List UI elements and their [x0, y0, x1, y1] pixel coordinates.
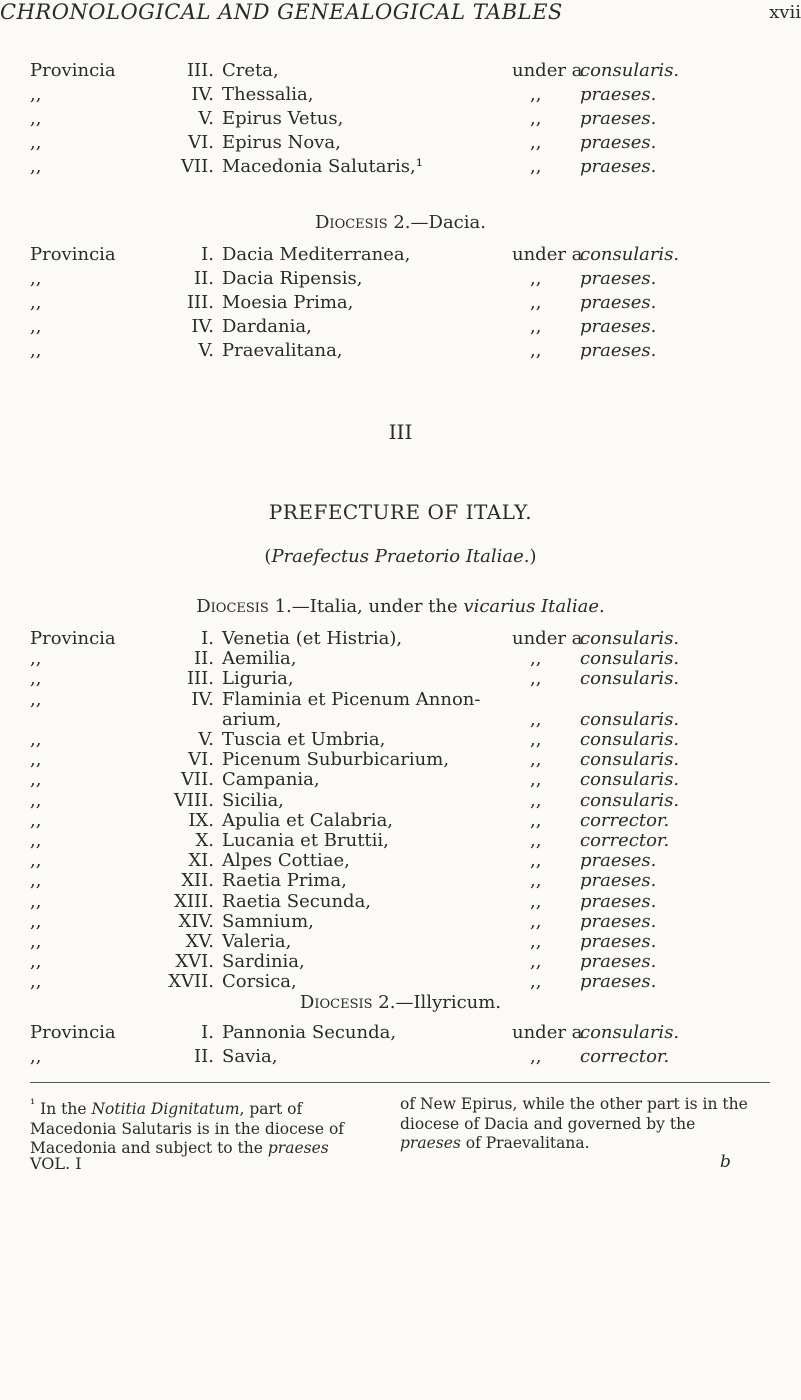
- governor-title: praeses.: [580, 108, 657, 129]
- province-name: Corsica,: [222, 971, 297, 993]
- province-numeral: II.: [194, 648, 214, 670]
- province-name: Moesia Prima,: [222, 292, 354, 313]
- under-marker: ,,: [530, 830, 542, 851]
- under-marker: ,,: [530, 890, 542, 912]
- footnote-right-column: of New Epirus, while the other part is in the diocese of Dacia and governed by the praeses of Praevalitana.: [400, 1095, 748, 1152]
- under-marker: ,,: [530, 132, 542, 153]
- under-marker: ,,: [530, 268, 542, 289]
- province-name: Tuscia et Umbria,: [222, 729, 386, 750]
- province-label: ,,: [30, 340, 42, 361]
- under-marker: under a: [512, 244, 583, 265]
- province-numeral: VII.: [181, 156, 214, 177]
- governor-title: praeses.: [580, 156, 657, 177]
- province-label: Provincia: [30, 628, 116, 649]
- signature-mark: b: [720, 1152, 731, 1172]
- diocese-heading-illyricum: Diocesis 2.—Illyricum.: [299, 992, 502, 1013]
- province-numeral: VI.: [188, 132, 214, 153]
- governor-title: praeses.: [580, 268, 657, 289]
- province-name: Sicilia,: [222, 789, 284, 811]
- under-marker: ,,: [530, 340, 542, 361]
- governor-title: praeses.: [580, 971, 657, 993]
- province-numeral: II.: [194, 1046, 214, 1067]
- under-marker: under a: [512, 1022, 583, 1043]
- governor-title: consularis.: [580, 708, 680, 730]
- province-name: Lucania et Bruttii,: [222, 830, 389, 851]
- governor-title: praeses.: [580, 931, 657, 952]
- province-label: ,,: [30, 951, 42, 973]
- province-label: ,,: [30, 749, 42, 771]
- province-name: Dacia Mediterranea,: [222, 244, 411, 265]
- province-name: Aemilia,: [222, 648, 297, 670]
- province-name: Epirus Nova,: [222, 132, 341, 153]
- province-numeral: XVI.: [175, 951, 214, 973]
- under-marker: ,,: [530, 789, 542, 811]
- governor-title: consularis.: [580, 60, 680, 81]
- province-name: Raetia Prima,: [222, 870, 347, 892]
- province-numeral: XIV.: [178, 910, 214, 932]
- governor-title: consularis.: [580, 628, 680, 649]
- under-marker: ,,: [530, 749, 542, 771]
- under-marker: ,,: [530, 870, 542, 892]
- governor-title: consularis.: [580, 244, 680, 265]
- province-label: ,,: [30, 108, 42, 129]
- province-numeral: V.: [198, 108, 214, 129]
- province-label: ,,: [30, 809, 42, 831]
- province-numeral: VI.: [188, 749, 214, 771]
- province-numeral: XIII.: [174, 890, 214, 912]
- province-name: Dacia Ripensis,: [222, 268, 363, 289]
- province-name: Raetia Secunda,: [222, 890, 372, 912]
- under-marker: ,,: [530, 951, 542, 973]
- governor-title: corrector.: [580, 830, 670, 851]
- table-row: [0, 1046, 801, 1074]
- province-label: ,,: [30, 668, 42, 690]
- under-marker: ,,: [530, 648, 542, 670]
- section-numeral: III: [388, 420, 413, 444]
- running-header: [0, 0, 801, 26]
- province-label: ,,: [30, 156, 42, 177]
- province-numeral: I.: [201, 628, 214, 649]
- province-numeral: V.: [198, 340, 214, 361]
- province-name: Sardinia,: [222, 951, 305, 973]
- province-numeral: VII.: [181, 769, 214, 791]
- province-name: Liguria,: [222, 668, 294, 690]
- running-title: CHRONOLOGICAL AND GENEALOGICAL TABLES: [0, 0, 563, 24]
- province-numeral: XV.: [185, 931, 214, 952]
- under-marker: ,,: [530, 931, 542, 952]
- province-label: ,,: [30, 910, 42, 932]
- province-numeral: III.: [186, 668, 214, 690]
- province-name: arium,: [222, 708, 282, 730]
- province-name: Flaminia et Picenum Annon-: [222, 688, 481, 710]
- governor-title: corrector.: [580, 1046, 670, 1067]
- province-name: Venetia (et Histria),: [222, 628, 403, 649]
- province-label: ,,: [30, 268, 42, 289]
- province-name: Pannonia Secunda,: [222, 1022, 397, 1043]
- province-numeral: X.: [195, 830, 214, 851]
- governor-title: consularis.: [580, 749, 680, 771]
- province-numeral: III.: [186, 60, 214, 81]
- province-numeral: III.: [186, 292, 214, 313]
- under-marker: ,,: [530, 910, 542, 932]
- governor-title: praeses.: [580, 890, 657, 912]
- province-numeral: IX.: [188, 809, 214, 831]
- province-numeral: XI.: [188, 850, 214, 872]
- under-marker: ,,: [530, 769, 542, 791]
- province-numeral: XII.: [181, 870, 214, 892]
- under-marker: ,,: [530, 316, 542, 337]
- province-name: Valeria,: [222, 931, 292, 952]
- province-name: Savia,: [222, 1046, 278, 1067]
- province-label: ,,: [30, 132, 42, 153]
- under-marker: ,,: [530, 84, 542, 105]
- province-numeral: VIII.: [173, 789, 214, 811]
- province-numeral: II.: [194, 268, 214, 289]
- under-marker: ,,: [530, 292, 542, 313]
- under-marker: ,,: [530, 1046, 542, 1067]
- governor-title: praeses.: [580, 910, 657, 932]
- under-marker: under a: [512, 628, 583, 649]
- under-marker: ,,: [530, 809, 542, 831]
- province-name: Picenum Suburbicarium,: [222, 749, 450, 771]
- diocese-heading-italia: Diocesis 1.—Italia, under the vicarius Italiae.: [196, 596, 605, 617]
- section-title: PREFECTURE OF ITALY.: [268, 500, 533, 524]
- under-marker: ,,: [530, 156, 542, 177]
- province-label: ,,: [30, 870, 42, 892]
- province-label: ,,: [30, 830, 42, 851]
- province-numeral: XVII.: [168, 971, 214, 993]
- province-name: Epirus Vetus,: [222, 108, 344, 129]
- province-label: ,,: [30, 648, 42, 670]
- province-numeral: IV.: [191, 316, 214, 337]
- province-label: ,,: [30, 316, 42, 337]
- governor-title: consularis.: [580, 1022, 680, 1043]
- governor-title: consularis.: [580, 668, 680, 690]
- province-name: Apulia et Calabria,: [222, 809, 394, 831]
- table-row: [0, 156, 801, 184]
- governor-title: praeses.: [580, 84, 657, 105]
- province-label: ,,: [30, 890, 42, 912]
- province-label: Provincia: [30, 1022, 116, 1043]
- governor-title: consularis.: [580, 729, 680, 750]
- province-name: Campania,: [222, 769, 320, 791]
- province-label: ,,: [30, 971, 42, 993]
- page-number: xvii: [769, 2, 801, 23]
- footnote-left-column: $^{^1}$ In the Notitia Dignitatum, part of Macedonia Salutaris is in the diocese of Macedonia and subject to the praeses: [30, 1097, 345, 1158]
- province-label: ,,: [30, 850, 42, 872]
- governor-title: praeses.: [580, 132, 657, 153]
- province-label: ,,: [30, 84, 42, 105]
- governor-title: praeses.: [580, 292, 657, 313]
- province-name: Creta,: [222, 60, 279, 81]
- under-marker: ,,: [530, 668, 542, 690]
- province-name: Macedonia Salutaris,¹: [222, 156, 423, 177]
- under-marker: ,,: [530, 850, 542, 872]
- province-name: Thessalia,: [222, 84, 314, 105]
- province-label: ,,: [30, 292, 42, 313]
- province-label: ,,: [30, 729, 42, 750]
- province-numeral: V.: [198, 729, 214, 750]
- governor-title: corrector.: [580, 809, 670, 831]
- under-marker: under a: [512, 60, 583, 81]
- province-numeral: IV.: [191, 84, 214, 105]
- governor-title: consularis.: [580, 648, 680, 670]
- footnote-marker: ¹: [30, 1097, 36, 1112]
- governor-title: consularis.: [580, 789, 680, 811]
- governor-title: praeses.: [580, 316, 657, 337]
- province-label: ,,: [30, 1046, 42, 1067]
- under-marker: ,,: [530, 729, 542, 750]
- footnote-divider: [30, 1082, 770, 1083]
- province-label: ,,: [30, 789, 42, 811]
- governor-title: praeses.: [580, 850, 657, 872]
- governor-title: praeses.: [580, 951, 657, 973]
- province-numeral: IV.: [191, 688, 214, 710]
- diocese-heading-dacia: Diocesis 2.—Dacia.: [315, 212, 486, 233]
- volume-label: VOL. I: [30, 1154, 82, 1173]
- province-label: ,,: [30, 931, 42, 952]
- governor-title: praeses.: [580, 340, 657, 361]
- province-name: Praevalitana,: [222, 340, 343, 361]
- section-subtitle: (Praefectus Praetorio Italiae.): [264, 546, 537, 567]
- under-marker: ,,: [530, 971, 542, 993]
- province-name: Dardania,: [222, 316, 312, 337]
- province-numeral: I.: [201, 244, 214, 265]
- province-name: Alpes Cottiae,: [222, 850, 350, 872]
- under-marker: ,,: [530, 108, 542, 129]
- province-label: Provincia: [30, 60, 116, 81]
- province-label: Provincia: [30, 244, 116, 265]
- province-numeral: I.: [201, 1022, 214, 1043]
- province-label: ,,: [30, 769, 42, 791]
- province-label: ,,: [30, 688, 42, 710]
- table-row: [0, 340, 801, 368]
- province-name: Samnium,: [222, 910, 314, 932]
- governor-title: consularis.: [580, 769, 680, 791]
- governor-title: praeses.: [580, 870, 657, 892]
- under-marker: ,,: [530, 708, 542, 730]
